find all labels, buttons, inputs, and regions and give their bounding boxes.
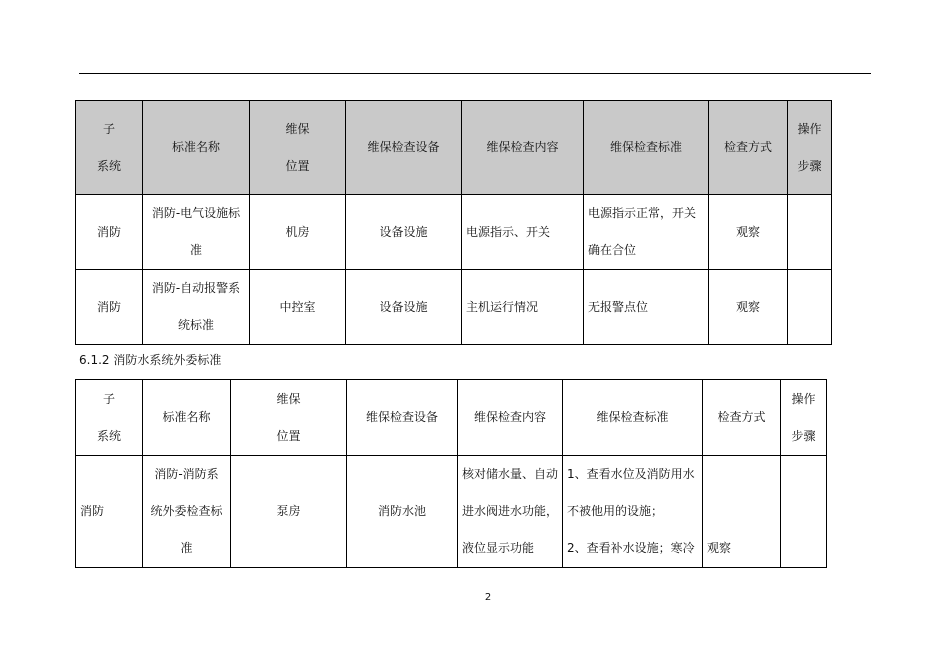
cell-method: 观察 bbox=[703, 456, 781, 568]
cell-method: 观察 bbox=[709, 270, 788, 345]
header-subsystem: 子 系统 bbox=[76, 101, 143, 195]
header-criteria: 维保检查标准 bbox=[563, 380, 703, 456]
header-standard-name: 标准名称 bbox=[143, 380, 231, 456]
cell-method: 观察 bbox=[709, 195, 788, 270]
cell-content: 核对储水量、自动 进水阀进水功能， 液位显示功能 bbox=[458, 456, 563, 568]
table-header-row bbox=[76, 380, 827, 456]
header-location: 维保 位置 bbox=[231, 380, 347, 456]
cell-content: 电源指示、开关 bbox=[462, 195, 584, 270]
maintenance-table-2 bbox=[75, 379, 827, 568]
cell-equipment: 消防水池 bbox=[347, 456, 458, 568]
cell-standard-name: 消防-电气设施标 准 bbox=[143, 195, 250, 270]
cell-equipment: 设备设施 bbox=[346, 270, 462, 345]
cell-standard-name: 消防-消防系 统外委检查标 准 bbox=[143, 456, 231, 568]
header-content: 维保检查内容 bbox=[458, 380, 563, 456]
cell-criteria: 1、查看水位及消防用水 不被他用的设施； 2、查看补水设施；寒冷 bbox=[563, 456, 703, 568]
cell-criteria: 无报警点位 bbox=[584, 270, 709, 345]
header-criteria: 维保检查标准 bbox=[584, 101, 709, 195]
table-header-row bbox=[76, 101, 832, 195]
section-title: 6.1.2 消防水系统外委标准 bbox=[79, 353, 222, 367]
cell-equipment: 设备设施 bbox=[346, 195, 462, 270]
cell-steps bbox=[781, 456, 827, 568]
header-location: 维保 位置 bbox=[250, 101, 346, 195]
header-content: 维保检查内容 bbox=[462, 101, 584, 195]
table-row bbox=[76, 456, 827, 568]
header-subsystem: 子 系统 bbox=[76, 380, 143, 456]
cell-content: 主机运行情况 bbox=[462, 270, 584, 345]
cell-location: 机房 bbox=[250, 195, 346, 270]
cell-steps bbox=[788, 195, 832, 270]
table-row bbox=[76, 270, 832, 345]
cell-subsystem: 消防 bbox=[76, 456, 143, 568]
header-method: 检查方式 bbox=[703, 380, 781, 456]
header-equipment: 维保检查设备 bbox=[346, 101, 462, 195]
maintenance-table-1 bbox=[75, 100, 832, 345]
header-steps: 操作 步骤 bbox=[781, 380, 827, 456]
page-number: 2 bbox=[484, 592, 492, 603]
cell-steps bbox=[788, 270, 832, 345]
cell-location: 中控室 bbox=[250, 270, 346, 345]
table-row bbox=[76, 195, 832, 270]
cell-standard-name: 消防-自动报警系 统标准 bbox=[143, 270, 250, 345]
header-steps: 操作 步骤 bbox=[788, 101, 832, 195]
cell-location: 泵房 bbox=[231, 456, 347, 568]
cell-subsystem: 消防 bbox=[76, 195, 143, 270]
header-standard-name: 标准名称 bbox=[143, 101, 250, 195]
cell-criteria: 电源指示正常，开关 确在合位 bbox=[584, 195, 709, 270]
header-rule bbox=[79, 73, 871, 74]
header-equipment: 维保检查设备 bbox=[347, 380, 458, 456]
cell-subsystem: 消防 bbox=[76, 270, 143, 345]
header-method: 检查方式 bbox=[709, 101, 788, 195]
